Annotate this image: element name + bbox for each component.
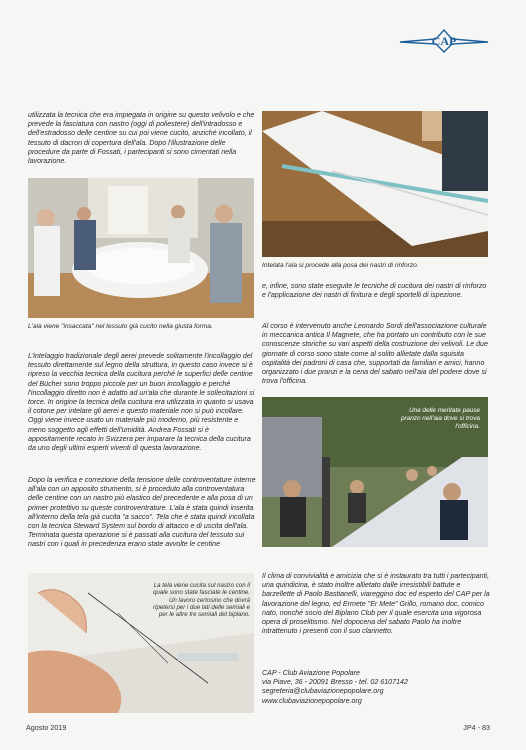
contact-website[interactable]: www.clubaviazionepopolare.org <box>262 696 362 705</box>
wing-tape-photo <box>262 111 488 257</box>
clima-paragraph: Il clima di convivialità e amicizia che si è instaurato tra tutti i partecipanti, una quindicina, è stato inoltre allietato dalle irresistibili battute e barzellette di Paolo Bastianelli, viareggino doc ed esperto del CAP per la lavorazione del legno, ed Ermete "Er Mete" Grillo, romano doc, comico nato, nonché socio del Biplano Club per il quale esercita una vigorosa opera di proselitismo. Nel dopocena del sabato Paolo ha inoltre intrattenuto i presenti con il suo clarinetto. <box>262 572 490 636</box>
insaccata-caption: L'ala viene "insaccata" nel tessuto già cucito nella giusta forma. <box>28 323 213 330</box>
pausa-caption: Una delle meritate pause pranzo nell'aia dove si trova l'officina. <box>400 407 480 430</box>
workshop-photo <box>28 178 254 318</box>
cap-logo <box>398 22 490 56</box>
tela-caption: La tela viene cucita sul nastro con il quale sono state fasciate le centine. Un lavoro certosino che dovrà ripetersi per i due lati delle semiali e per le altre tre semiali del biplano. <box>153 582 250 619</box>
contact-address: via Piave, 36 - 20091 Bresso - tel. 02 6107142 <box>262 678 408 687</box>
infine-paragraph: e, infine, sono state eseguite le tecniche di cucitura dei nastri di rinforzo e l'applicazione dei nastri di finitura e degli sportelli di ispezione. <box>262 282 487 300</box>
intelata-caption: Intelata l'ala si procede alla posa dei nastri di rinforzo. <box>262 262 419 269</box>
contact-org: CAP - Club Aviazione Popolare <box>262 669 360 677</box>
footer-date: Agosto 2019 <box>26 723 67 732</box>
intelaggio-paragraph: L'intelaggio tradizionale degli aerei prevede solitamente l'incollaggio del tessuto direttamente sul legno della struttura, in questo caso invece si è ripreso la vecchia tecnica della cucitura perché le superfici delle centine del Bücher sono troppo piccole per un buon incollaggio e perché l'incollaggio diretto non è adatto ad un'ala che durante le sollecitazioni si torce. In origine la tecnica della cucitura era utilizzata in quanto si usava il cotone per intelare gli aerei e questo materiale non si può incollare. Oggi viene invece usato un materiale più moderno, più resistente e meno soggetto agli effetti dell'umidità. Andrea Fossati si è appositamente recato in Svizzera per imparare la tecnica della cucitura da uno degli ultimi esperti viventi di questa lavorazione. <box>28 352 255 453</box>
intro-paragraph: utilizzata la tecnica che era impiegata in origine su questo velivolo e che prevede la fasciatura con nastro (oggi di poliestere) dell'intradosso e dell'estradosso delle centine su cui poi viene cucito, anziché incollato, il tessuto di dacron di copertura dell'ala. Dopo l'illustrazione delle procedure da parte di Fossati, i partecipanti si sono cimentati nella lavorazione. <box>28 111 255 166</box>
intervento-paragraph: Al corso è intervenuto anche Leonardo Sordi dell'associazione culturale in meccanica antica Il Magnete, che ha portato un contributo con le sue conoscenze storiche su vari aspetti della costruzione dei velivoli. Le due giornate di corso sono state come al solito allietate dalla squisita ospitalità dei padroni di casa che, supportati da familiari e amici, hanno organizzato i due pranzi e la cena del sabato nell'aia del podere dove si trova l'officina. <box>262 322 488 386</box>
logo-text: CAP <box>431 34 457 48</box>
contact-block <box>262 669 490 706</box>
contact-email[interactable]: segreteria@clubaviazionepopolare.org <box>262 687 384 696</box>
footer-page: JP4 - 83 <box>463 723 490 732</box>
verifica-paragraph: Dopo la verifica e correzione della tensione delle controventature interne all'ala con un apposito strumento, si è proceduto alla controventatura delle centine con un nastro più elastico del precedente e alla posa di un primer protettivo su queste controventrature. L'ala è stata quindi inserita all'interno della tela già cucita "a sacco". Tela che è stata quindi incollata con la tecnica Steward System sul bordo di attacco e di uscita dell'ala. Terminata questa operazione si è passati alla cucitura del tessuto sui nastri con i quali in precedenza erano state avvolte le centine <box>28 476 256 549</box>
